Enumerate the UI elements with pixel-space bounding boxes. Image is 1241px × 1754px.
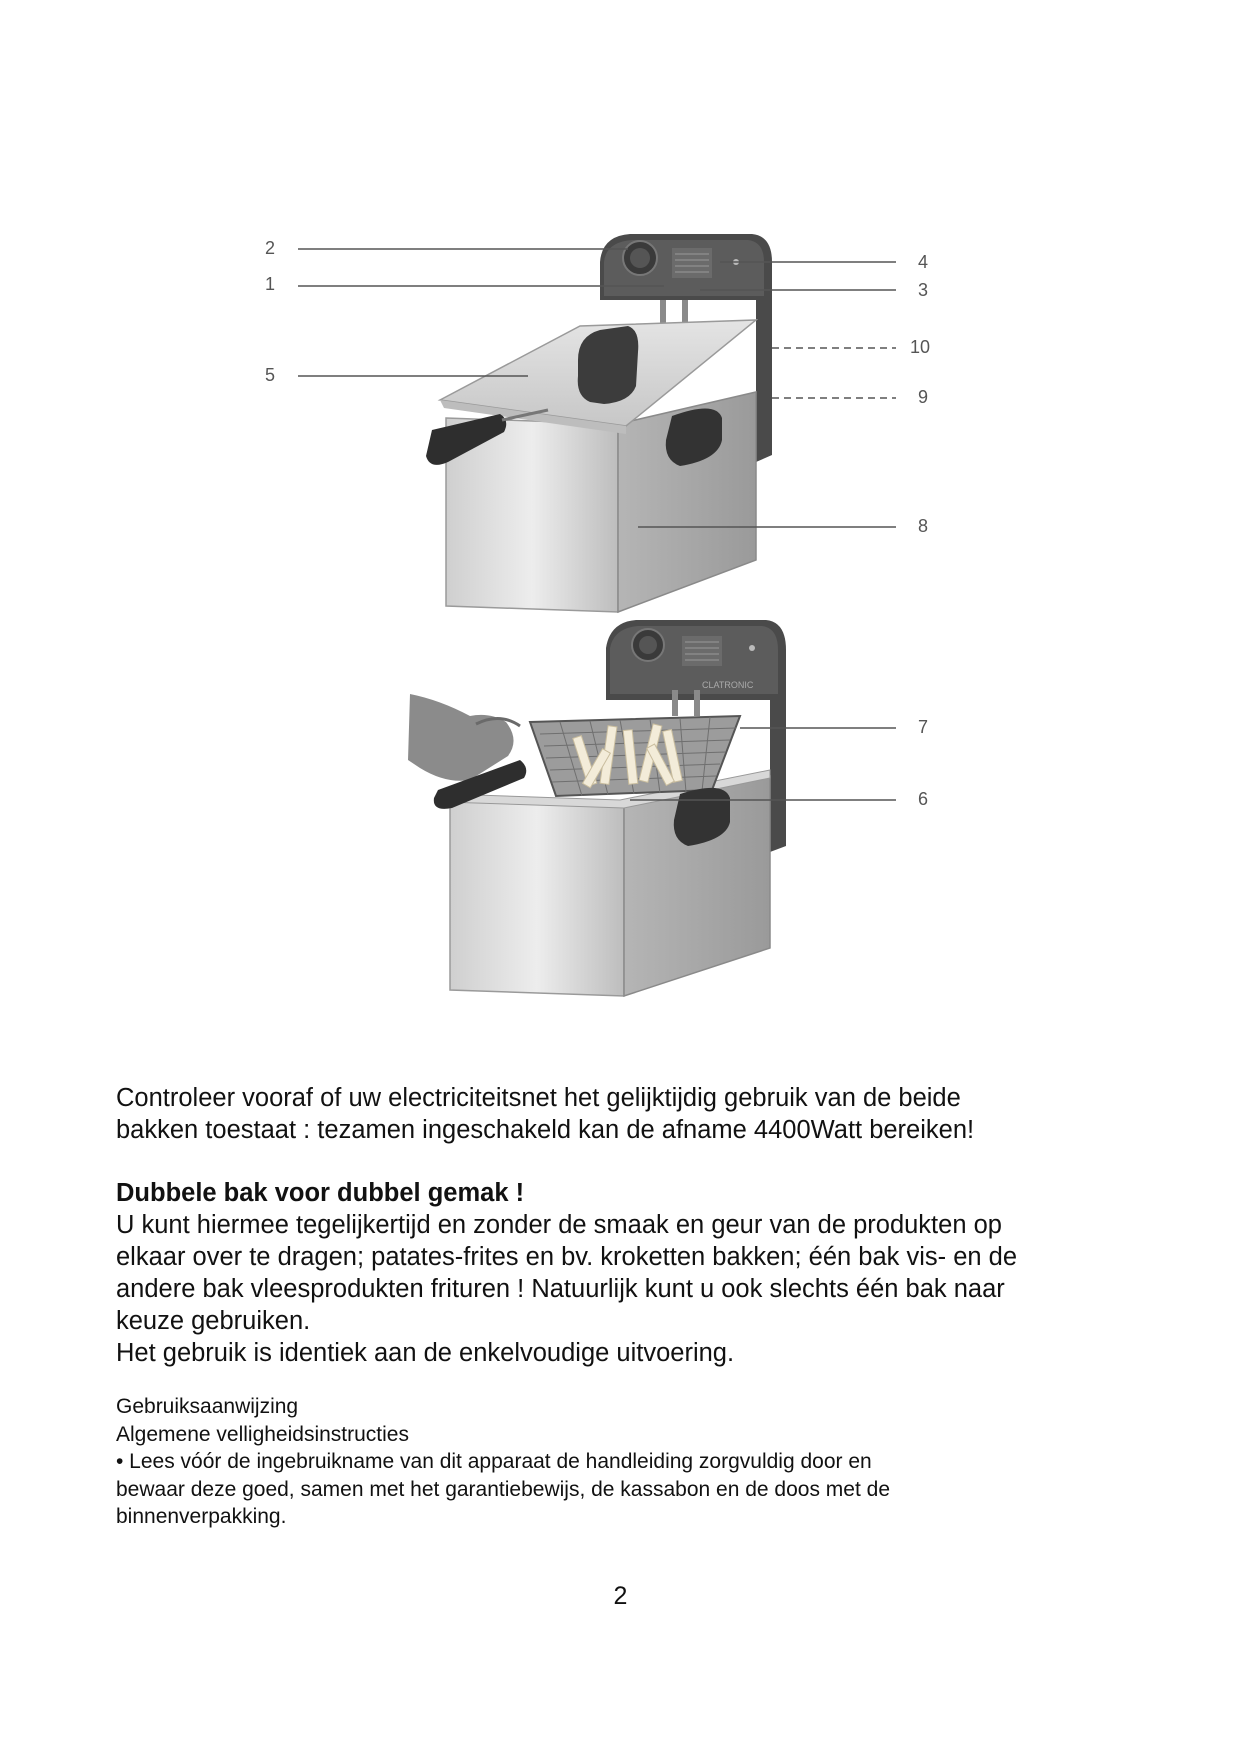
section-line: U kunt hiermee tegelijkertijd en zonder de smaak en geur van de produkten op	[116, 1211, 1002, 1239]
double-tank-section	[116, 1177, 1136, 1369]
callout-7: 7	[918, 717, 929, 737]
instructions-block	[116, 1393, 1136, 1531]
fryer-bottom	[408, 620, 786, 996]
brand-mark: CLATRONIC	[702, 680, 754, 690]
section-line: elkaar over te dragen; patates-frites en bv. kroketten bakken; één bak vis- en de	[116, 1243, 1018, 1271]
section-line: Het gebruik is identiek aan de enkelvoudige uitvoering.	[116, 1339, 735, 1367]
instructions-line: bewaar deze goed, samen met het garantiebewijs, de kassabon en de doos met de	[116, 1477, 890, 1501]
instructions-subtitle: Algemene velligheidsinstructies	[116, 1422, 409, 1446]
callout-10: 10	[910, 337, 931, 357]
section-line: andere bak vleesprodukten frituren ! Natuurlijk kunt u ook slechts één bak naar	[116, 1275, 1005, 1303]
intro-line: bakken toestaat : tezamen ingeschakeld kan de afname 4400Watt bereiken!	[116, 1116, 975, 1144]
callout-9: 9	[918, 387, 929, 407]
intro-line: Controleer vooraf of uw electriciteitsnet het gelijktijdig gebruik van de beide	[116, 1084, 961, 1112]
callout-1: 1	[265, 274, 276, 294]
section-heading: Dubbele bak voor dubbel gemak !	[116, 1179, 525, 1207]
callout-2: 2	[265, 238, 276, 258]
callout-4: 4	[918, 252, 929, 272]
instructions-line: binnenverpakking.	[116, 1505, 287, 1528]
intro-paragraph	[116, 1082, 1136, 1146]
instructions-title: Gebruiksaanwijzing	[116, 1395, 299, 1418]
frying-basket	[530, 716, 740, 796]
callout-5: 5	[265, 365, 276, 385]
section-line: keuze gebruiken.	[116, 1307, 311, 1335]
page-number: 2	[613, 1582, 628, 1610]
callout-3: 3	[918, 280, 929, 300]
callout-6: 6	[918, 789, 929, 809]
callout-8: 8	[918, 516, 929, 536]
instructions-line: • Lees vóór de ingebruikname van dit apparaat de handleiding zorgvuldig door en	[116, 1450, 872, 1473]
